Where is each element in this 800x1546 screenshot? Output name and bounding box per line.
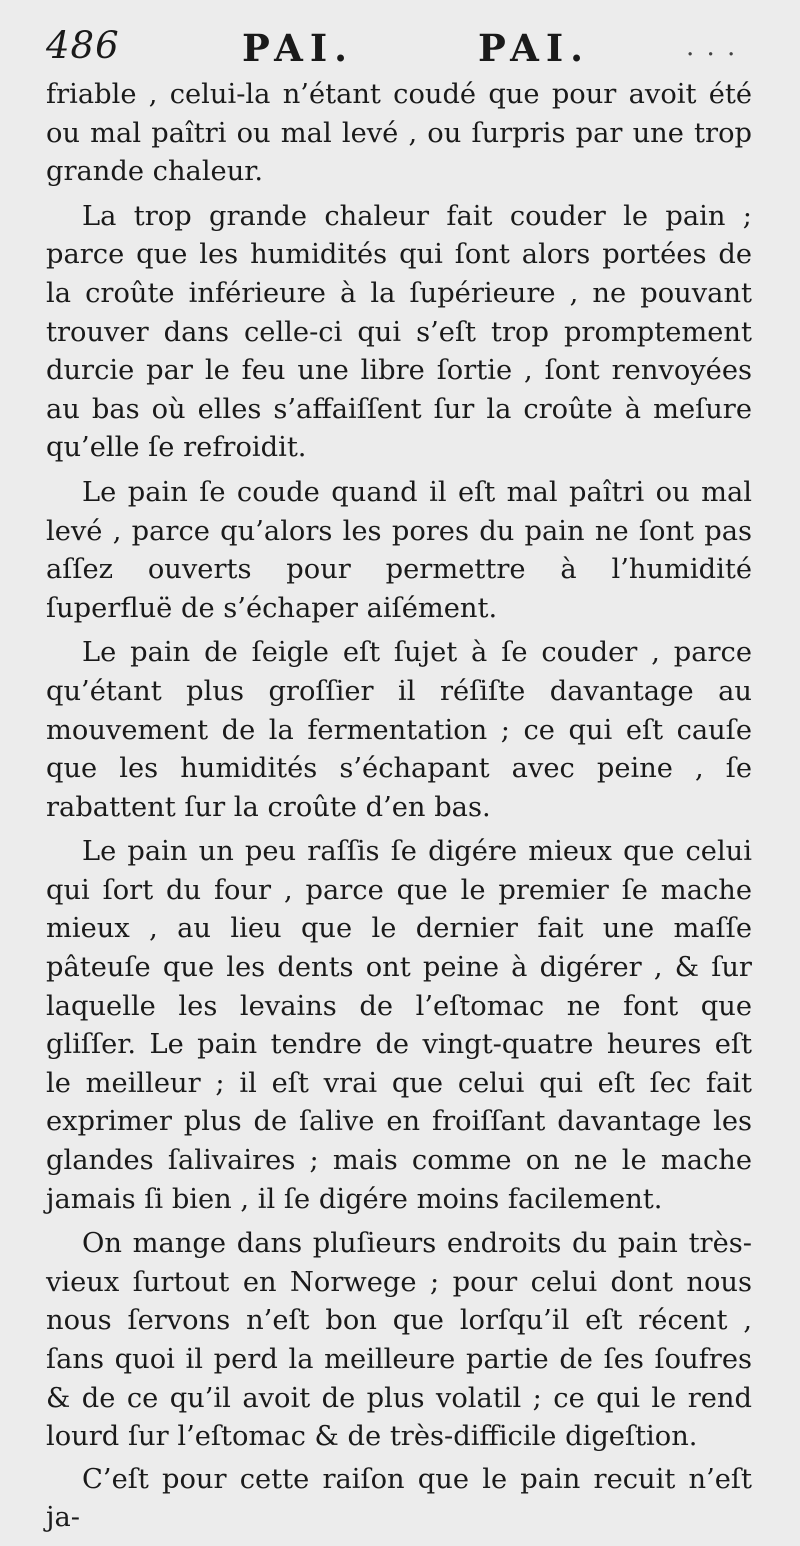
header-ellipsis: . . . [686, 32, 738, 62]
paragraph: Le pain un peu raſſis ſe digére mieux que celui qui ſort du four , parce que le premier ſe mache mieux , au lieu que le dernier fait une maſſe pâteuſe que les dents ont peine à digérer , & ſur laquelle les levains de l’eſtomac ne font que gliſſer. Le pain tendre de vingt-quatre heures eſt le meilleur ; il eſt vrai que celui qui eſt ſec fait exprimer plus de ſalive en froiſſant davantage les glandes ſalivaires ; mais comme on ne le mache jamais ſi bien , il ſe digére moins facilement. [46, 836, 752, 1215]
page-number: 486 [46, 24, 120, 67]
paragraph: Le pain ſe coude quand il eſt mal paîtri ou mal levé , parce qu’alors les pores du pain ne ſont pas aſſez ouverts pour permettre à l’humidité ſuperfluë de s’échaper aiſément. [46, 476, 752, 624]
paragraph-continuation: friable , celui-la n’étant coudé que pour avoit été ou mal paîtri ou mal levé , ou ſurpris par une trop grande chaleur. [46, 79, 752, 188]
paragraph: Le pain de ſeigle eſt ſujet à ſe couder , parce qu’étant plus groſſier il réſiſte davantage au mouvement de la fermentation ; ce qui eſt cauſe que les humidités s’échapant avec peine , ſe rabattent ſur la croûte d’en bas. [46, 637, 752, 823]
paragraph: On mange dans pluſieurs endroits du pain très-vieux ſurtout en Norwege ; pour celui dont nous nous ſervons n’eſt bon que lorſqu’il eſt récent , ſans quoi il perd la meilleure partie de ſes ſoufres & de ce qu’il avoit de plus volatil ; ce qui le rend lourd ſur l’eſtomac & de très-difficile digeſtion. [46, 1228, 752, 1453]
paragraph: La trop grande chaleur fait couder le pain ; parce que les humidités qui ſont alors portées de la croûte inférieure à la ſupérieure , ne pouvant trouver dans celle-ci qui s’eſt trop promptement durcie par le feu une libre ſortie , ſont renvoyées au bas où elles s’affaiſſent ſur la croûte à meſure qu’elle ſe refroidit. [46, 200, 752, 464]
running-headword-right: PAI. [478, 26, 591, 70]
running-header [46, 18, 760, 78]
body-text [46, 76, 752, 1538]
running-headword-left: PAI. [242, 26, 355, 70]
paragraph: C’eſt pour cette raiſon que le pain recuit n’eſt ja- [46, 1463, 752, 1534]
